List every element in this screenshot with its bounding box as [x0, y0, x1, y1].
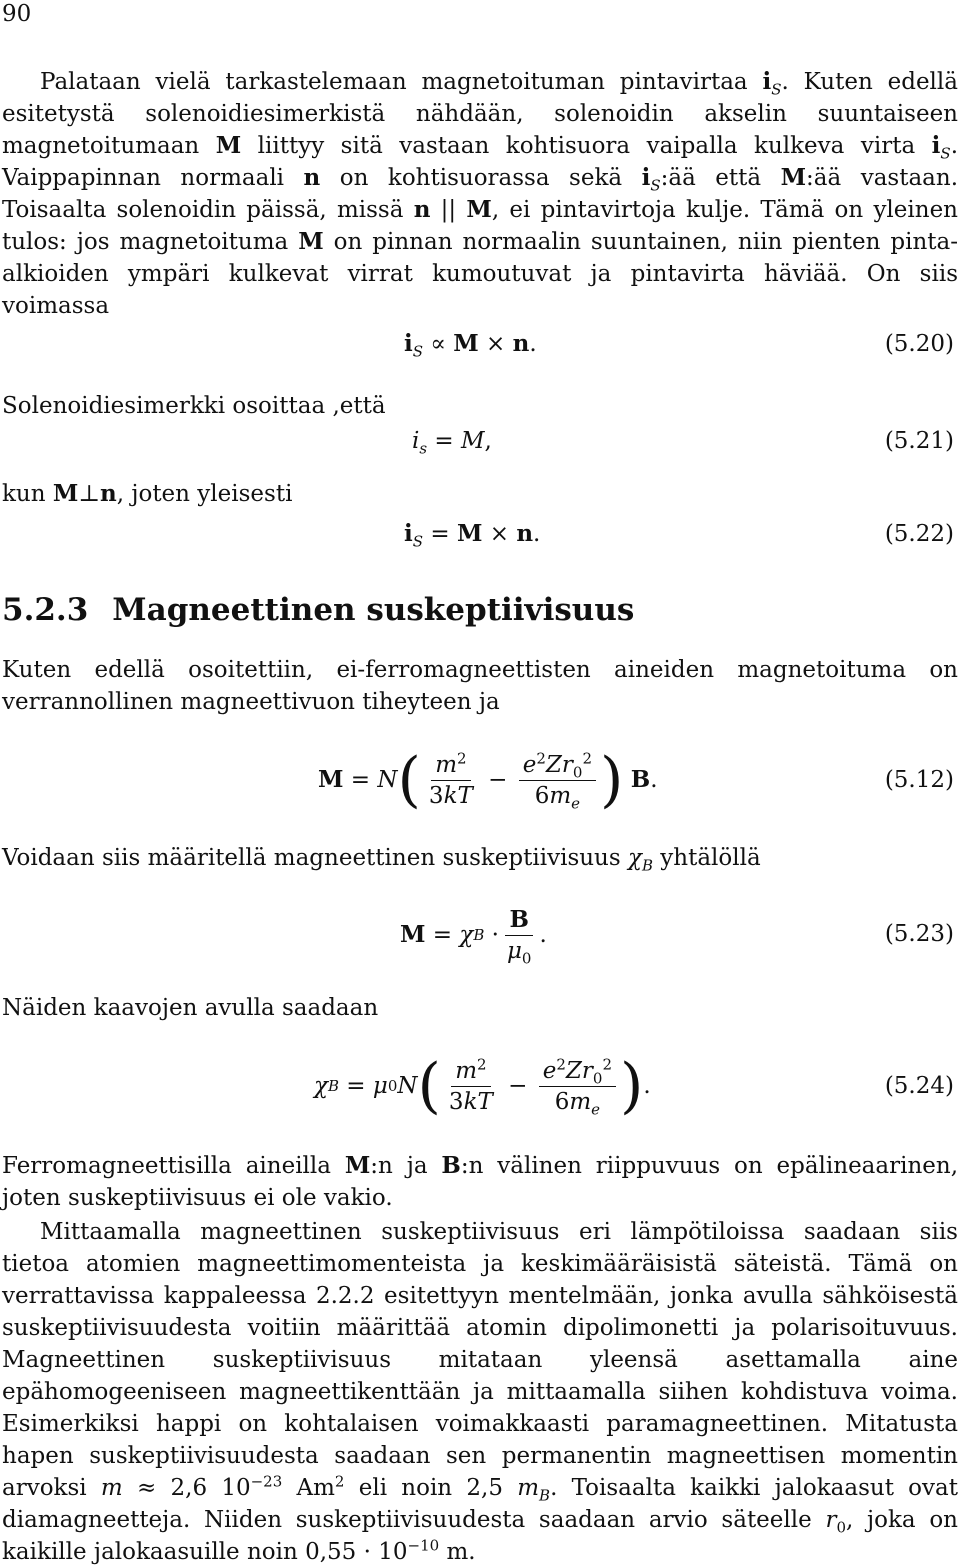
- text-solenoid-example: Solenoidiesimerkki osoittaa ,että: [2, 393, 386, 419]
- section-number: 5.2.3: [2, 592, 89, 628]
- section-title: Magneettinen suskeptiivisuus: [112, 592, 635, 628]
- equation-number-5-24: (5.24): [884, 1073, 954, 1099]
- equation-5-20: $i_S \propto M \times n$.: [404, 330, 537, 361]
- text-from-formulas: Näiden kaavojen avulla saadaan: [2, 995, 379, 1021]
- equation-number-5-23: (5.23): [884, 921, 954, 947]
- equation-number-5-12: (5.12): [884, 767, 954, 793]
- equation-number-5-20: (5.20): [884, 331, 954, 357]
- equation-number-5-22: (5.22): [884, 521, 954, 547]
- equation-5-22: $i_S = M \times n$.: [404, 520, 541, 551]
- equation-5-21: $i_s = M$,: [412, 428, 492, 458]
- paragraph-measurement: Mittaamalla magneettinen suskeptiivisuus eri lämpötiloissa saadaan siis tietoa atomien magneettimomenteista ja keskimääräisistä säteistä. Tämä on verrattavissa kappaleessa 2.2.2 esitettyyn mentelmään, jonka avulla sähköisestä suskeptiivisuudesta voitiin määrittää atomin dipolimonetti ja polarisoituvuus. Magneettinen suskeptiivisuus mitataan yleensä asettamalla aine epähomogeeniseen magneettikenttään ja mittaamalla siihen kohdistuva voima. Esimerkiksi happi on kohtalaisen voimakkaasti paramagneettinen. Mitatusta hapen suskeptiivisuudesta saadaan sen permanentin magneettisen momentin arvoksi m ≈ 2,6 $10^{-23}$ Am$^2$ eli noin 2,5 $m_B$. Toisaalta kaikki jalokaasut ovat diamagneetteja. Niiden suskeptiivisuudesta saadaan arvio säteelle $r_0$, joka on kaikille jalokaasuille noin $0,55 \cdot 10^{-10}$ m.: [2, 1219, 958, 1565]
- paragraph-proportional: Kuten edellä osoitettiin, ei-ferromagneettisten aineiden magnetoituma on verrannollinen magneettivuon tiheyteen ja: [2, 657, 958, 715]
- paragraph-intro: Palataan vielä tarkastelemaan magnetoituman pintavirtaa $i_S$. Kuten edellä esitetystä solenoidiesimerkistä nähdään, solenoidin akselin suuntaiseen magnetoitumaan M liittyy sitä vastaan kohtisuora vaipalla kulkeva virta $i_S$. Vaippapinnan normaali n on kohtisuorassa sekä $i_S:ää$ että M:ää vastaan. Toisaalta solenoidin päissä, missä n || M, ei pintavirtoja kulje. Tämä on yleinen tulos: jos magnetoituma M on pinnan normaalin suuntainen, niin pienten pinta-alkioiden ympäri kulkevat virrat kumoutuvat ja pintavirta häviää. On siis voimassa: [2, 68, 959, 319]
- equation-5-24: χ B = μ 0 N ( $\frac{m^2}{3kT}$ − $\frac{e^2Zr_0^2}{6m_e}$ ) .: [314, 1051, 651, 1121]
- equation-5-23: M = χ B · $\frac{B}{\mu_0}$ .: [400, 905, 547, 968]
- paragraph-define-susceptibility: Voidaan siis määritellä magneettinen suskeptiivisuus $\chi_B$ yhtälöllä: [2, 845, 761, 875]
- equation-5-12: M = N ( $\frac{m^2}{3kT}$ − $\frac{e^2Zr_0^2}{6m_e}$ ) B .: [318, 745, 658, 815]
- page-number: 90: [2, 1, 32, 27]
- text-when-perpendicular: kun M⊥n, joten yleisesti: [2, 480, 293, 507]
- paragraph-ferromagnetic: Ferromagneettisilla aineilla M:n ja B:n välinen riippuvuus on epälineaarinen, joten suskeptiivisuus ei ole vakio.: [2, 1152, 959, 1211]
- equation-number-5-21: (5.21): [884, 428, 954, 454]
- section-heading: [2, 590, 634, 630]
